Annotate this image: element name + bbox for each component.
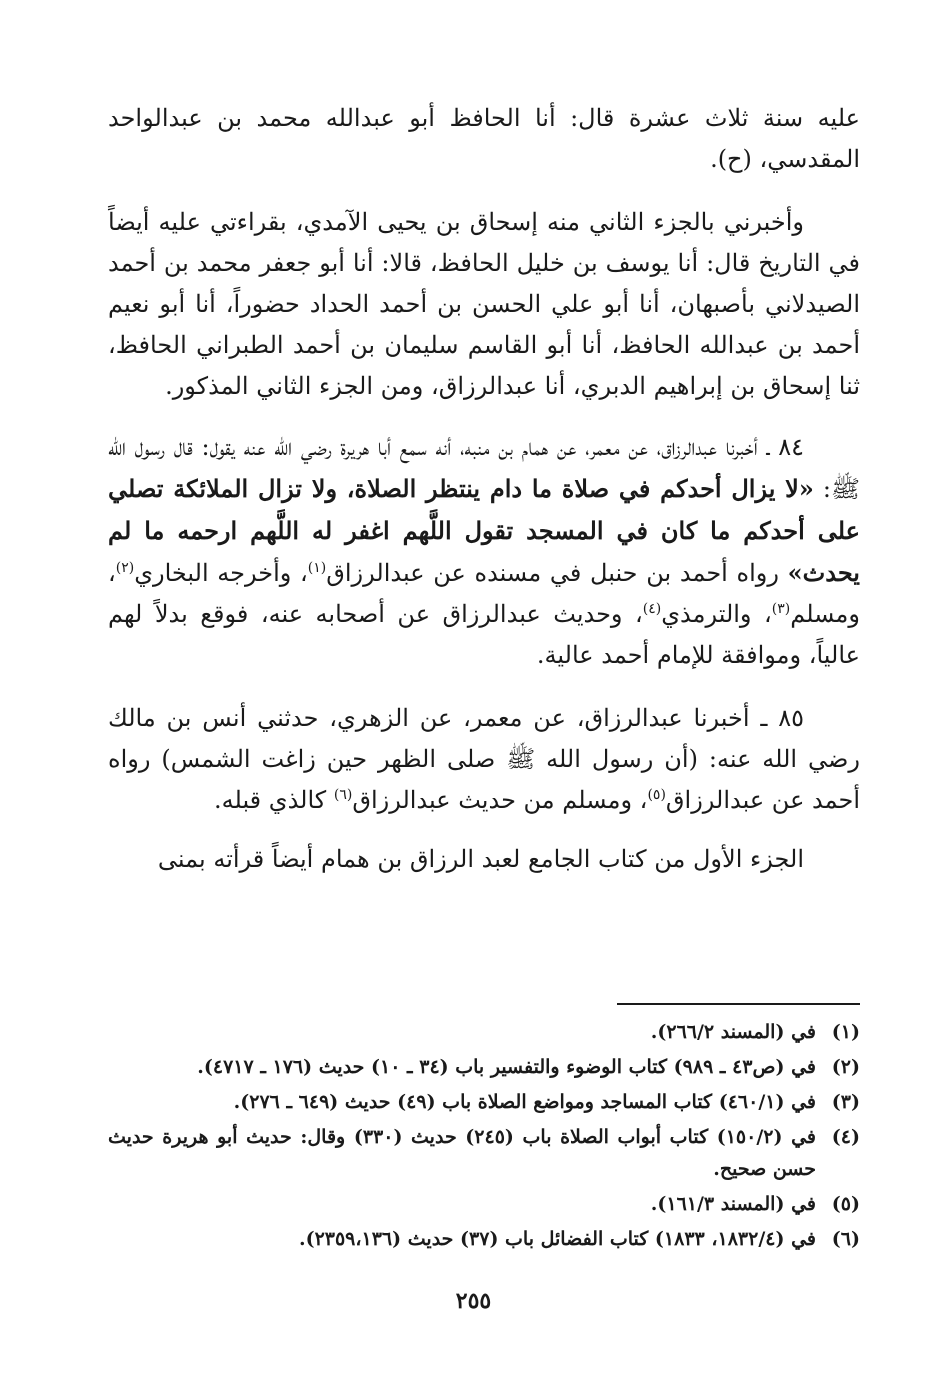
- hadith-84-source-2: ، وأخرجه البخاري: [134, 559, 308, 587]
- footnote-6: [108, 1223, 860, 1255]
- footnote-text: في (١٨٣٢/٤، ١٨٣٣) كتاب الفضائل باب (٣٧) حديث (٢٣٥٩،١٣٦).: [298, 1228, 816, 1250]
- footnote-text: في (المسند ١٦١/٣).: [650, 1193, 816, 1215]
- hadith-84-lead: ٨٤ ـ أخبرنا عبدالرزاق، عن معمر، عن همام بن منبه، أنه سمع أبا هريرة رضي الله عنه يقول: قال رسول الله ﷺ:: [108, 433, 860, 503]
- footnote-3: [108, 1086, 860, 1118]
- footnote-text: في (ص٤٣ ـ ٩٨٩) كتاب الوضوء والتفسير باب (٣٤ ـ ١٠) حديث (١٧٦ ـ ٤٧١٧).: [197, 1056, 816, 1078]
- hadith-84-source-3: ، ومسلم: [108, 559, 860, 628]
- footnote-number: (١): [831, 1021, 860, 1043]
- footnote-ref-4[interactable]: (٤): [642, 601, 662, 617]
- page-number: ٢٥٥: [455, 1288, 492, 1314]
- hadith-85-text: ٨٥ ـ أخبرنا عبدالرزاق، عن معمر، عن الزهري، حدثني أنس بن مالك رضي الله عنه: (أن رسول الله ﷺ صلى الظهر حين زاغت الشمس) رواه أحمد عن عبدالرزاق: [108, 704, 860, 814]
- paragraph-85: [108, 698, 860, 821]
- footnote-ref-2[interactable]: (٢): [115, 560, 135, 576]
- footnote-number: (٤): [831, 1126, 860, 1148]
- footnote-text: في (٤٦٠/١) كتاب المساجد ومواضع الصلاة باب (٤٩) حديث (٦٤٩ ـ ٢٧٦).: [233, 1091, 816, 1113]
- paragraph-1: عليه سنة ثلاث عشرة قال: أنا الحافظ أبو عبدالله محمد بن عبدالواحد المقدسي، (ح).: [108, 104, 860, 173]
- paragraph-84: [108, 427, 860, 676]
- footnote-number: (٢): [831, 1056, 860, 1078]
- paragraph-2: [108, 202, 860, 407]
- paragraph-5: [108, 839, 860, 880]
- hadith-84-source-5: ، وحديث عبدالرزاق عن أصحابه عنه، فوقع بدلاً لهم عالياً، وموافقة للإمام أحمد عالية.: [108, 600, 860, 669]
- footnote-text: في (المسند ٢٦٦/٢).: [650, 1021, 816, 1043]
- footnote-text: في (١٥٠/٢) كتاب أبواب الصلاة باب (٢٤٥) حديث (٣٣٠) وقال: حديث أبو هريرة حديث حسن صحيح.: [108, 1126, 816, 1180]
- hadith-85-source-1: ، ومسلم من حديث عبدالرزاق: [352, 786, 648, 814]
- hadith-84-source-4: ، والترمذي: [661, 600, 772, 628]
- footnote-ref-6[interactable]: (٦): [333, 787, 353, 803]
- hadith-85-source-2: كالذي قبله.: [214, 786, 334, 814]
- footnotes: [108, 1016, 860, 1258]
- main-text: [108, 98, 860, 880]
- footnote-2: [108, 1051, 860, 1083]
- footnote-ref-5[interactable]: (٥): [647, 787, 666, 803]
- footnote-1: [108, 1016, 860, 1048]
- hadith-84-text: «لا يزال أحدكم في صلاة ما دام ينتظر الصلاة، ولا تزال الملائكة تصلي على أحدكم ما كان في المسجد تقول اللَّهم اغفر له اللَّهم ارحمه ما لم يحدث»: [108, 474, 860, 587]
- footnote-separator: [617, 1003, 860, 1005]
- hadith-84-source-1: رواه أحمد بن حنبل في مسنده عن عبدالرزاق: [326, 559, 788, 587]
- paragraph-2-text: وأخبرني بالجزء الثاني منه إسحاق بن يحيى الآمدي، بقراءتي عليه أيضاً في التاريخ قال: أنا يوسف بن خليل الحافظ، قالا: أنا أبو جعفر محمد بن أحمد الصيدلاني بأصبهان، أنا أبو علي الحسن بن أحمد الحداد حضوراً، أنا أبو نعيم أحمد بن عبدالله الحافظ، أنا أبو القاسم سليمان بن أحمد الطبراني الحافظ، ثنا إسحاق بن إبراهيم الدبري، أنا عبدالرزاق، ومن الجزء الثاني المذكور.: [108, 208, 860, 400]
- paragraph-5-text: الجزء الأول من كتاب الجامع لعبد الرزاق بن همام أيضاً قرأته بمنى: [157, 845, 804, 873]
- footnote-number: (٣): [831, 1091, 860, 1113]
- footnote-number: (٦): [831, 1228, 860, 1250]
- footnote-ref-1[interactable]: (١): [307, 560, 327, 576]
- footnote-4: [108, 1121, 860, 1185]
- footnote-number: (٥): [831, 1193, 860, 1215]
- footnote-ref-3[interactable]: (٣): [771, 601, 791, 617]
- footnote-5: [108, 1188, 860, 1220]
